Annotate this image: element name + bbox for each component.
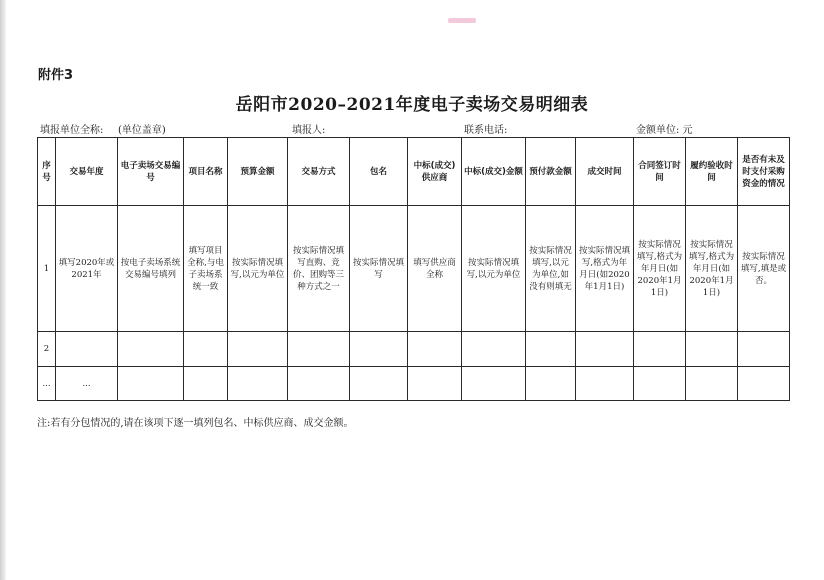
cell-seq: 2 [38, 332, 56, 367]
col-header: 是否有未及时支付采购资金的情况 [738, 138, 790, 206]
filler-label: 填报人: [292, 125, 326, 136]
cell-deal-time [576, 367, 634, 401]
seal-hint: (单位盖章) [118, 125, 166, 136]
cell-trade-no [118, 332, 184, 367]
cell-contract-time [634, 367, 686, 401]
scan-mark [448, 18, 476, 23]
footnote: 注:若有分包情况的,请在该项下逐一填列包名、中标供应商、成交金额。 [37, 418, 354, 429]
col-header: 包名 [350, 138, 408, 206]
cell-supplier: 填写供应商全称 [408, 206, 462, 332]
cell-trade-no [118, 367, 184, 401]
cell-project [184, 332, 228, 367]
cell-amount [462, 367, 526, 401]
cell-prepay [526, 367, 576, 401]
cell-seq: 1 [38, 206, 56, 332]
table-row [38, 206, 790, 332]
cell-year: ... [56, 367, 118, 401]
cell-package: 按实际情况填写 [350, 206, 408, 332]
amount-unit: 金额单位: 元 [636, 125, 693, 136]
col-header: 交易方式 [288, 138, 350, 206]
scan-edge [0, 0, 6, 580]
col-header: 预付款金额 [526, 138, 576, 206]
cell-method [288, 332, 350, 367]
table-row [38, 332, 790, 367]
cell-supplier [408, 367, 462, 401]
cell-prepay [526, 332, 576, 367]
cell-budget [228, 367, 288, 401]
cell-supplier [408, 332, 462, 367]
cell-budget: 按实际情况填写,以元为单位 [228, 206, 288, 332]
table-row [38, 367, 790, 401]
col-header: 交易年度 [56, 138, 118, 206]
cell-accept-time [686, 332, 738, 367]
unit-label: 填报单位全称: [40, 125, 104, 136]
phone-label: 联系电话: [464, 125, 508, 136]
cell-accept-time: 按实际情况填写,格式为年月日(如2020年1月1日) [686, 206, 738, 332]
cell-project [184, 367, 228, 401]
col-header: 预算金额 [228, 138, 288, 206]
cell-package [350, 367, 408, 401]
col-header: 成交时间 [576, 138, 634, 206]
cell-late-pay: 按实际情况填写,填是或否。 [738, 206, 790, 332]
cell-method [288, 367, 350, 401]
cell-year: 填写2020年或2021年 [56, 206, 118, 332]
cell-trade-no: 按电子卖场系统交易编号填列 [118, 206, 184, 332]
cell-year [56, 332, 118, 367]
cell-accept-time [686, 367, 738, 401]
cell-late-pay [738, 367, 790, 401]
transaction-table [37, 137, 790, 401]
cell-seq: ... [38, 367, 56, 401]
cell-method: 按实际情况填写直购、竞价、团购等三种方式之一 [288, 206, 350, 332]
attachment-label: 附件3 [38, 68, 74, 83]
col-header: 合同签订时间 [634, 138, 686, 206]
cell-budget [228, 332, 288, 367]
col-header: 电子卖场交易编号 [118, 138, 184, 206]
cell-package [350, 332, 408, 367]
col-header: 履约验收时间 [686, 138, 738, 206]
col-header: 项目名称 [184, 138, 228, 206]
cell-late-pay [738, 332, 790, 367]
cell-prepay: 按实际情况填写,以元为单位,如没有则填无 [526, 206, 576, 332]
col-header: 序号 [38, 138, 56, 206]
cell-contract-time: 按实际情况填写,格式为年月日(如2020年1月1日) [634, 206, 686, 332]
cell-amount [462, 332, 526, 367]
page-title: 岳阳市2020–2021年度电子卖场交易明细表 [235, 95, 589, 115]
col-header: 中标(成交)金额 [462, 138, 526, 206]
cell-deal-time: 按实际情况填写,格式为年月日(如2020年1月1日) [576, 206, 634, 332]
header-row [38, 138, 790, 206]
cell-deal-time [576, 332, 634, 367]
cell-project: 填写项目全称,与电子卖场系统一致 [184, 206, 228, 332]
cell-amount: 按实际情况填写,以元为单位 [462, 206, 526, 332]
cell-contract-time [634, 332, 686, 367]
col-header: 中标(成交)供应商 [408, 138, 462, 206]
